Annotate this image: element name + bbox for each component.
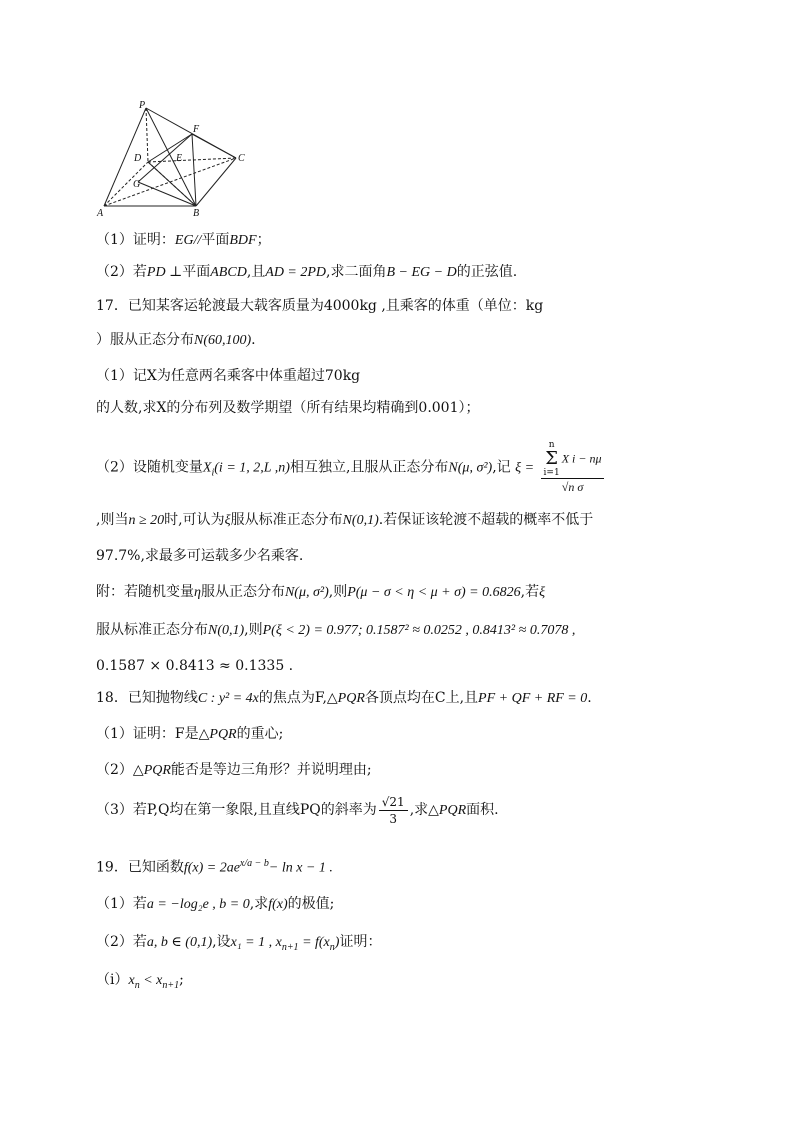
- math: N(μ, σ²): [284, 585, 329, 600]
- q17-appendix-line1: [96, 582, 545, 603]
- q17-stem-line1: 17．已知某客运轮渡最大载客质量为4000kg ,且乘客的体重（单位：kg: [96, 298, 544, 314]
- slope-fraction: [379, 794, 408, 827]
- text: 18．已知抛物线: [96, 690, 198, 706]
- q16-part1: [96, 230, 271, 251]
- text: 各顶点均在C上,且: [364, 690, 479, 706]
- q18-part1: [96, 724, 283, 745]
- sum-top: n: [548, 440, 555, 450]
- math: △PQR: [326, 691, 365, 706]
- text: 19．已知函数: [96, 859, 184, 876]
- math: N(0,1): [342, 513, 379, 528]
- text: 平面: [182, 264, 211, 280]
- math: P(μ − σ < η < μ + σ) = 0.6826: [347, 585, 521, 600]
- pyramid-figure: [96, 98, 256, 218]
- q17-stem-line2: [96, 330, 256, 351]
- math: ; 0.1587² ≈ 0.0252 , 0.8413² ≈ 0.7078 ,: [357, 623, 576, 638]
- sum-bottom: i=1: [543, 468, 560, 478]
- math: △PQR: [132, 763, 171, 778]
- q17-appendix-line3: 0.1587 × 0.8413 ≈ 0.1335 .: [96, 658, 294, 674]
- math: ξ: [539, 585, 546, 600]
- text: 证明：: [339, 934, 382, 950]
- text: （2）若: [96, 934, 147, 950]
- q18-part3: [96, 790, 499, 831]
- math: AD = 2PD: [265, 265, 327, 280]
- text: ,求: [249, 896, 269, 912]
- q18-part2: [96, 760, 372, 781]
- text: ；: [256, 232, 271, 248]
- math: EG//: [174, 233, 202, 248]
- math: B − EG − D: [386, 265, 457, 280]
- math: P(ξ < 2) = 0.977: [262, 623, 358, 638]
- text: 的重心;: [236, 726, 284, 742]
- text: 的极值;: [287, 896, 335, 912]
- label-B: B: [193, 208, 200, 218]
- text: 服从正态分布: [200, 584, 285, 600]
- text: ,记: [492, 459, 511, 476]
- text: 相互独立,且服从正态分布: [289, 459, 449, 476]
- text: ,求二面角: [326, 264, 387, 280]
- q17-appendix-line2: [96, 620, 575, 641]
- math: f(x) = 2ae: [183, 860, 240, 876]
- q19-part1: [96, 894, 334, 915]
- text: ,则当: [96, 512, 129, 528]
- math: ξ =: [515, 460, 535, 476]
- q17-part2-line3: 97.7%,求最多可运载多少名乘客.: [96, 548, 304, 564]
- math: △PQR: [428, 803, 467, 818]
- text: 能否是等边三角形？并说明理由;: [170, 762, 372, 778]
- q19-part2: [96, 932, 381, 958]
- math: PF + QF + RF = 0: [478, 691, 588, 706]
- math: f(x): [268, 897, 288, 912]
- q17-part1-line2: 的人数,求X的分布列及数学期望（所有结果均精确到0.001）；: [96, 400, 480, 416]
- text: ,若: [520, 584, 540, 600]
- text: 时,可认为: [164, 512, 225, 528]
- q18-stem: [96, 688, 592, 709]
- math: C : y² = 4x: [197, 691, 259, 706]
- sum-symbol: n Σ i=1: [543, 440, 560, 478]
- math-sub: n: [134, 979, 140, 991]
- text: ,求: [409, 802, 429, 818]
- text: 附：若随机变量: [96, 584, 194, 600]
- math: X i − nμ: [561, 451, 602, 466]
- text: 服从标准正态分布: [230, 512, 343, 528]
- math: (i = 1, 2,L ,n): [214, 460, 290, 476]
- label-A: A: [97, 208, 104, 218]
- math: < x: [139, 973, 163, 988]
- text: .若保证该轮渡不超载的概率不低于: [378, 512, 594, 528]
- fraction-denominator: 3: [389, 811, 398, 826]
- text: .: [251, 332, 256, 348]
- math: N(60,100): [194, 333, 252, 348]
- text: （1）若: [96, 896, 147, 912]
- text: 平面: [201, 232, 230, 248]
- fraction-numerator: [541, 440, 605, 479]
- math: ξ: [224, 513, 231, 528]
- math-exponent: x/a − b: [239, 858, 269, 869]
- math: a = −log₂e , b = 0: [146, 897, 250, 912]
- math: − ln x − 1 .: [268, 860, 333, 876]
- fraction-denominator: √n σ: [561, 480, 584, 494]
- math: x: [128, 973, 135, 988]
- math: ABCD: [210, 265, 247, 280]
- math: ): [334, 935, 340, 950]
- math: N(0,1): [208, 623, 245, 638]
- text: （1）证明：: [96, 232, 175, 248]
- q17-part2-line2: [96, 510, 593, 531]
- text: （i）: [96, 972, 129, 988]
- math: a, b ∈ (0,1): [146, 935, 213, 950]
- q17-part1-line1: （1）记X为任意两名乘客中体重超过70kg: [96, 368, 361, 384]
- text: （3）若P,Q均在第一象限,且直线PQ的斜率为: [96, 802, 377, 818]
- label-P: P: [139, 100, 146, 111]
- math: △PQR: [198, 727, 237, 742]
- text: （2）: [96, 762, 133, 778]
- math-sub: n+1: [162, 979, 180, 991]
- q19-part2-i: [96, 970, 184, 996]
- math: BDF: [229, 233, 257, 248]
- label-G: G: [133, 179, 141, 190]
- text: ,且: [246, 264, 266, 280]
- math-sub: n+1: [281, 941, 299, 953]
- label-D: D: [134, 153, 142, 164]
- math-sub: n: [329, 941, 335, 953]
- text: （2）设随机变量: [96, 459, 203, 476]
- text: ;: [179, 972, 184, 988]
- math: = f(x: [298, 935, 330, 950]
- text: ,则: [328, 584, 348, 600]
- math-sub: i: [211, 467, 215, 479]
- label-E: E: [176, 153, 183, 164]
- fraction-numerator: √21: [379, 794, 408, 811]
- math: PD ⊥: [146, 265, 183, 280]
- math: X: [202, 460, 212, 476]
- text: ,设: [212, 934, 231, 950]
- text: .: [587, 690, 592, 706]
- q16-part2: [96, 262, 517, 283]
- math: x₁ = 1 , x: [230, 935, 282, 950]
- math: N(μ, σ²): [448, 460, 493, 476]
- label-C: C: [238, 153, 245, 164]
- math: η: [194, 585, 201, 600]
- q19-stem: [96, 854, 333, 879]
- text: 的焦点为F,: [258, 690, 327, 706]
- math: n ≥ 20: [128, 513, 165, 528]
- label-F: F: [193, 124, 200, 135]
- text: 面积.: [466, 802, 499, 818]
- xi-fraction: [541, 440, 605, 495]
- text: （2）若: [96, 264, 147, 280]
- text: 服从标准正态分布: [96, 622, 208, 638]
- text: 的正弦值.: [456, 264, 518, 280]
- text: ,则: [244, 622, 263, 638]
- text: ）服从正态分布: [96, 332, 194, 348]
- text: （1）证明：F是: [96, 726, 199, 742]
- q17-part2-line1: [96, 440, 606, 498]
